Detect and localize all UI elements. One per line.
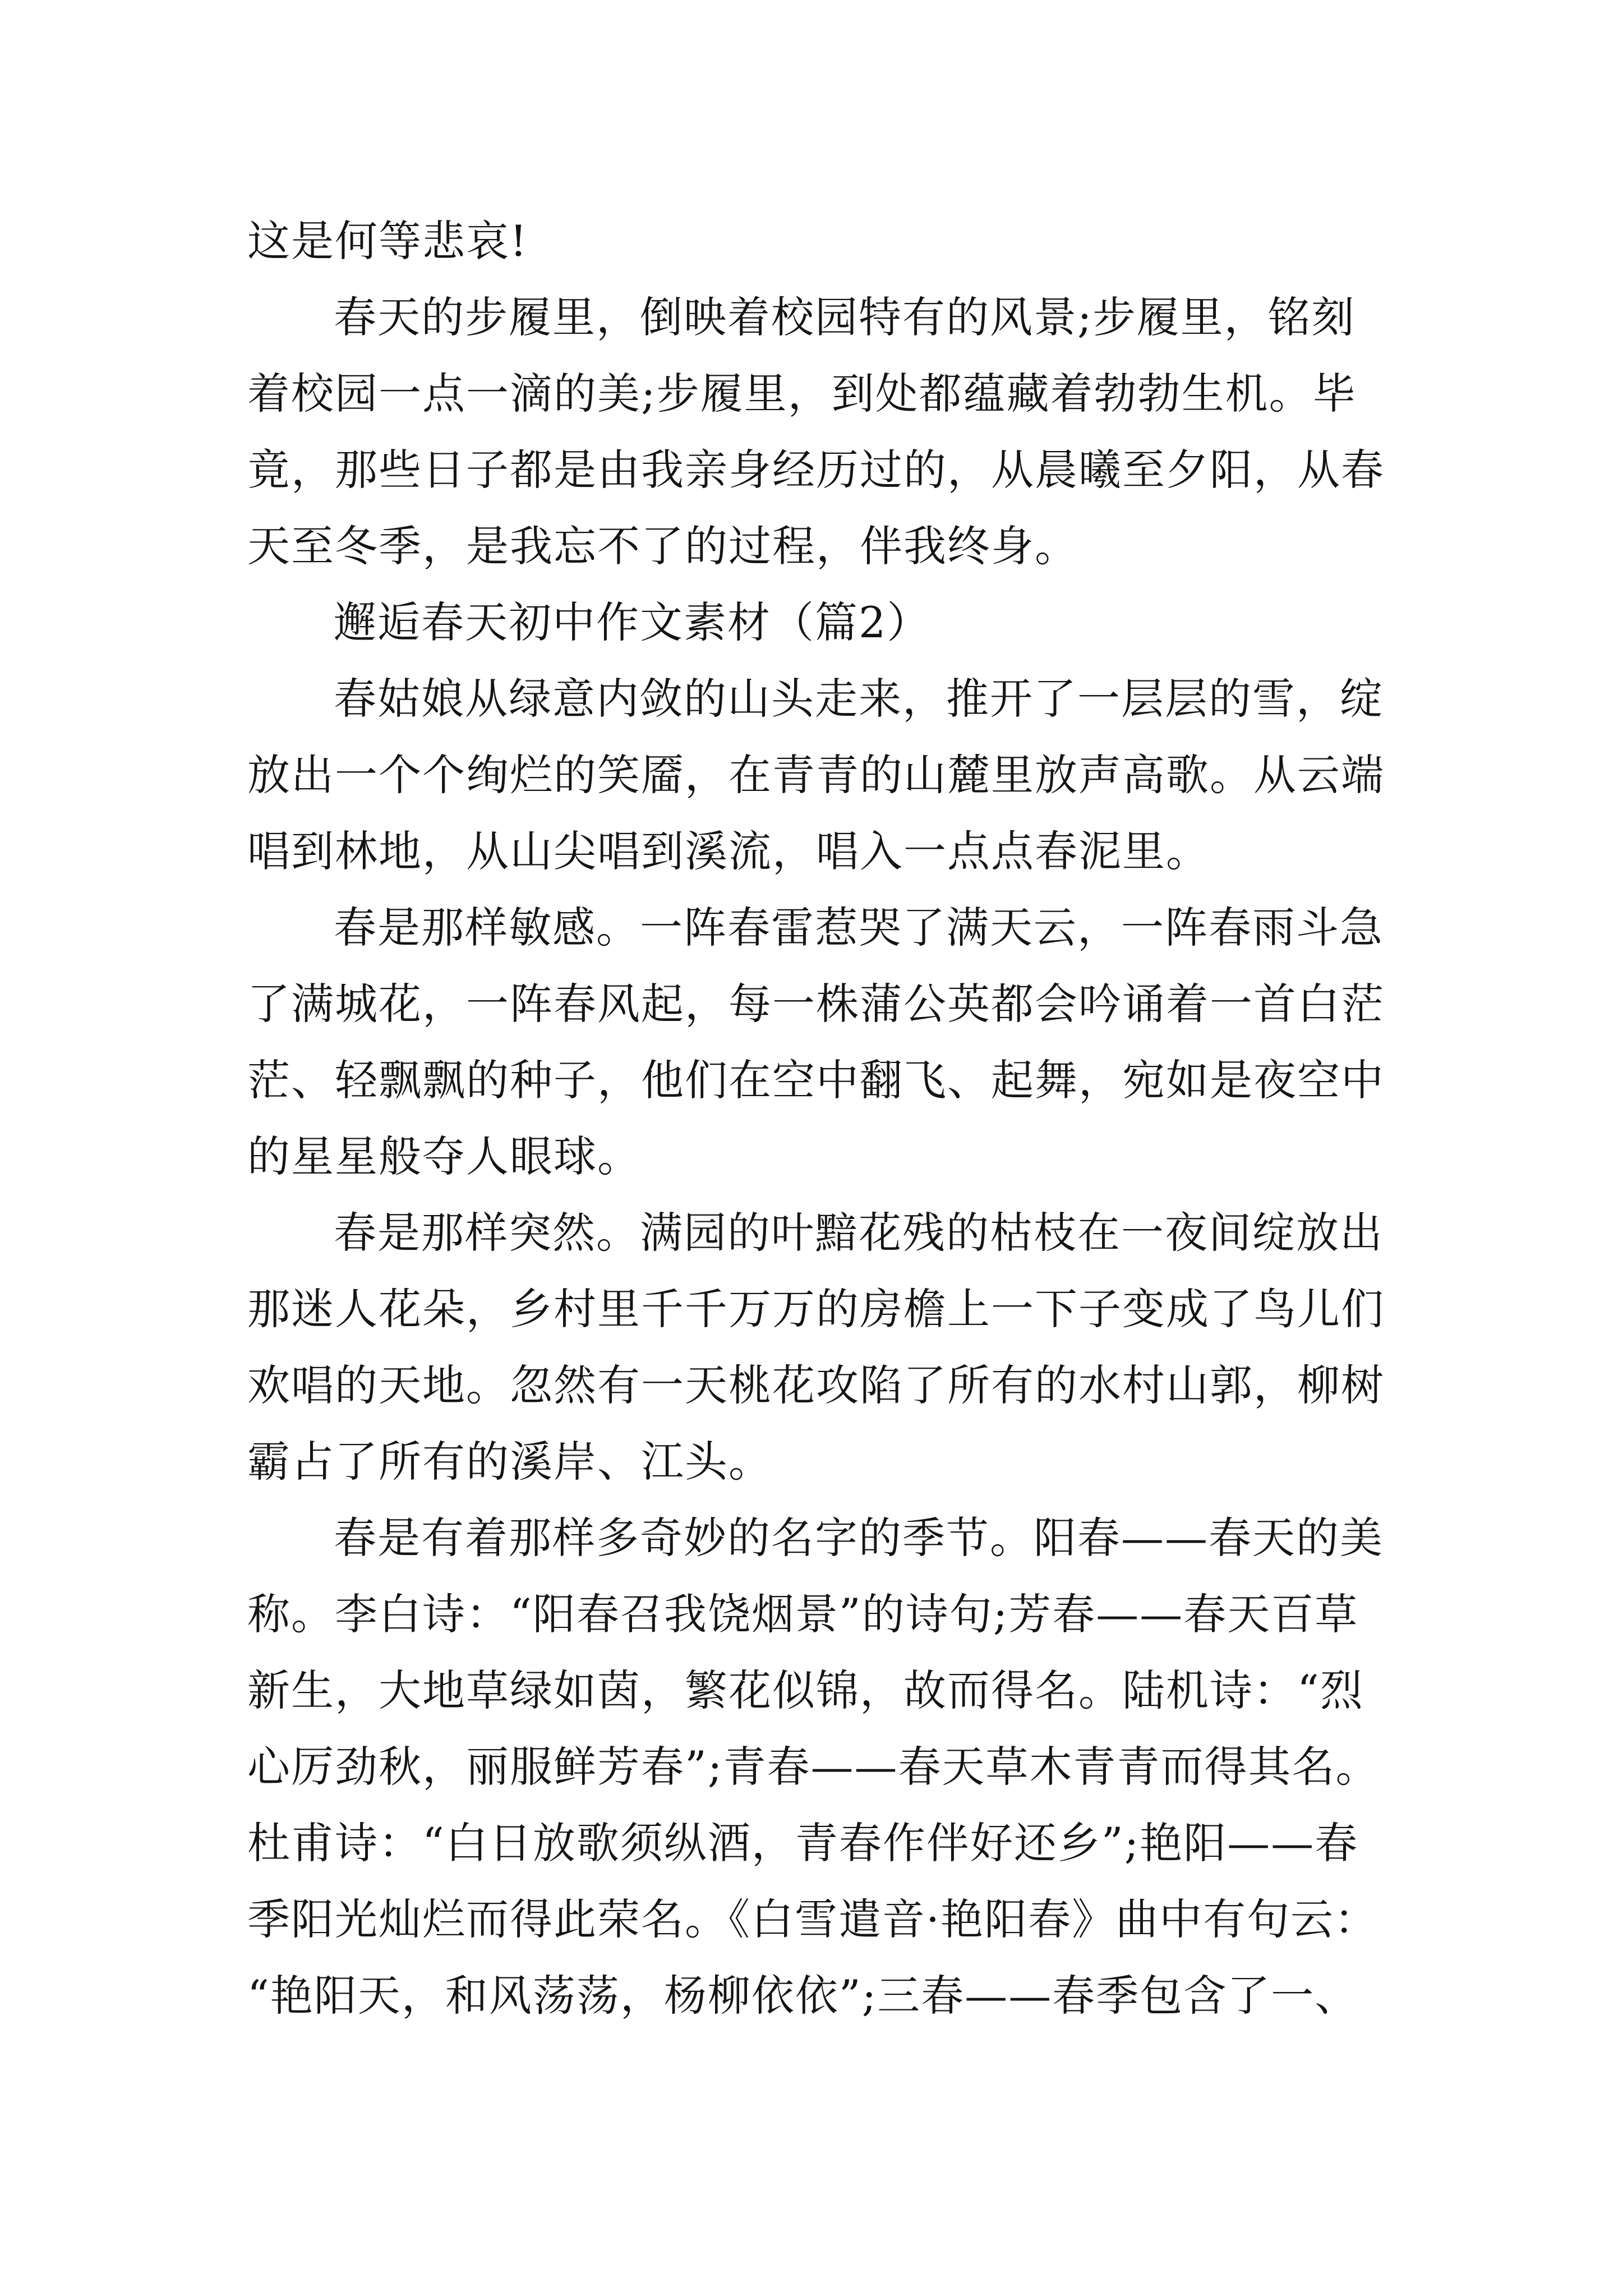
text-line: 茫、轻飘飘的种子，他们在空中翻飞、起舞，宛如是夜空中 <box>247 1055 1385 1105</box>
section-heading: 邂逅春天初中作文素材（篇2） <box>334 597 931 647</box>
text-line: 这是何等悲哀! <box>247 216 528 266</box>
text-line: 唱到林地，从山尖唱到溪流，唱入一点点春泥里。 <box>247 826 1210 876</box>
text-line: 称。李白诗：“阳春召我饶烟景”的诗句;芳春——春天百草 <box>247 1589 1359 1639</box>
text-line: 的星星般夺人眼球。 <box>247 1131 641 1181</box>
text-line: 季阳光灿烂而得此荣名。《白雪遣音·艳阳春》曲中有句云： <box>247 1894 1378 1944</box>
text-line: 欢唱的天地。忽然有一天桃花攻陷了所有的水村山郭，柳树 <box>247 1360 1385 1410</box>
text-line: 杜甫诗：“白日放歌须纵酒，青春作伴好还乡”;艳阳——春 <box>247 1818 1359 1868</box>
paragraph-first-line: 春天的步履里，倒映着校园特有的风景;步履里，铭刻 <box>334 292 1355 342</box>
text-line: 着校园一点一滴的美;步履里，到处都蕴藏着勃勃生机。毕 <box>247 369 1357 418</box>
text-line: “艳阳天，和风荡荡，杨柳依依”;三春——春季包含了一、 <box>247 1971 1359 2021</box>
text-line: 天至冬季，是我忘不了的过程，伴我终身。 <box>247 521 1078 571</box>
text-line: 了满城花，一阵春风起，每一株蒲公英都会吟诵着一首白茫 <box>247 979 1385 1029</box>
paragraph-first-line: 春姑娘从绿意内敛的山头走来，推开了一层层的雪，绽 <box>334 674 1384 724</box>
text-line: 那迷人花朵，乡村里千千万万的房檐上一下子变成了鸟儿们 <box>247 1284 1385 1334</box>
paragraph-first-line: 春是那样敏感。一阵春雷惹哭了满天云，一阵春雨斗急 <box>334 903 1384 953</box>
text-line: 霸占了所有的溪岸、江头。 <box>247 1437 772 1487</box>
text-line: 心厉劲秋，丽服鲜芳春”;青春——春天草木青青而得其名。 <box>247 1742 1380 1792</box>
text-line: 放出一个个绚烂的笑靥，在青青的山麓里放声高歌。从云端 <box>247 750 1385 800</box>
text-line: 新生，大地草绿如茵，繁花似锦，故而得名。陆机诗：“烈 <box>247 1665 1364 1715</box>
text-line: 竟，那些日子都是由我亲身经历过的，从晨曦至夕阳，从春 <box>247 445 1385 495</box>
paragraph-first-line: 春是那样突然。满园的叶黯花残的枯枝在一夜间绽放出 <box>334 1208 1384 1258</box>
paragraph-first-line: 春是有着那样多奇妙的名字的季节。阳春——春天的美 <box>334 1513 1384 1563</box>
